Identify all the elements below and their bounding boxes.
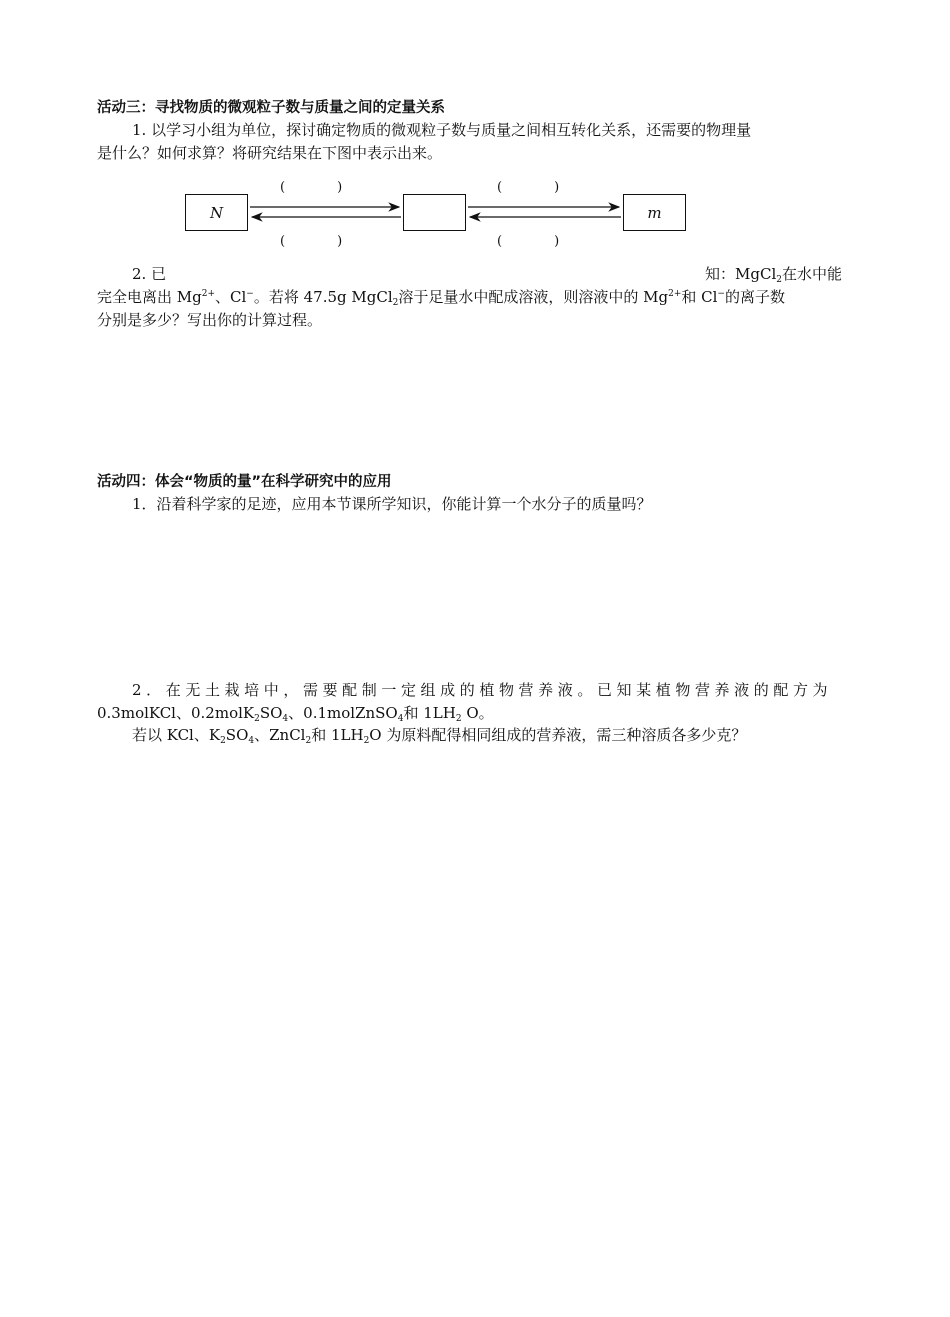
activity3-q2-right: 知：MgCl$_2$在水中能 [705,265,842,285]
activity4-q1: 1．沿着科学家的足迹，应用本节课所学知识，你能计算一个水分子的质量吗？ [132,495,652,513]
activity3-heading: 活动三：寻找物质的微观粒子数与质量之间的定量关系 [97,100,445,116]
blank-bottom-left[interactable]: ( ) [280,234,343,249]
activity4-q2-line2: 0.3molKCl、$0.2molK_2SO_4$、0.1molZnSO$_4$和 $1LH_2$ O。 [97,704,494,724]
activity4-q2-line1: 2．在无土栽培中，需要配制一定组成的植物营养液。已知某植物营养液的配方为 [132,681,833,699]
activity3-q2-start: 2. 已 [132,265,167,283]
activity3-q2-line3: 分别是多少？写出你的计算过程。 [97,311,323,329]
conversion-arrows [0,0,950,260]
activity4-q2-line3: 若以 KCl、$K_2SO_4$、ZnCl$_2$和 $1LH_2O$ 为原料配得相同组成的营养液，需三种溶质各多少克？ [132,726,747,746]
activity4-heading: 活动四：体会“物质的量”在科学研究中的应用 [97,474,392,490]
blank-bottom-right[interactable]: ( ) [497,234,560,249]
activity3-q1-line1: 1. 以学习小组为单位，探讨确定物质的微观粒子数与质量之间相互转化关系，还需要的物理量 [132,121,752,139]
activity3-q2-line2: 完全电离出 $Mg^{2+}$、Cl−。若将 47.5g MgCl$_2$溶于足量水中配成溶液，则溶液中的 $Mg^{2+}$和 Cl−的离子数 [97,288,785,308]
activity3-q1-line2: 是什么？如何求算？将研究结果在下图中表示出来。 [97,144,443,162]
blank-top-left[interactable]: ( ) [280,180,343,195]
blank-top-right[interactable]: ( ) [497,180,560,195]
box-particle-number: N [185,194,248,231]
box-mass: m [623,194,686,231]
